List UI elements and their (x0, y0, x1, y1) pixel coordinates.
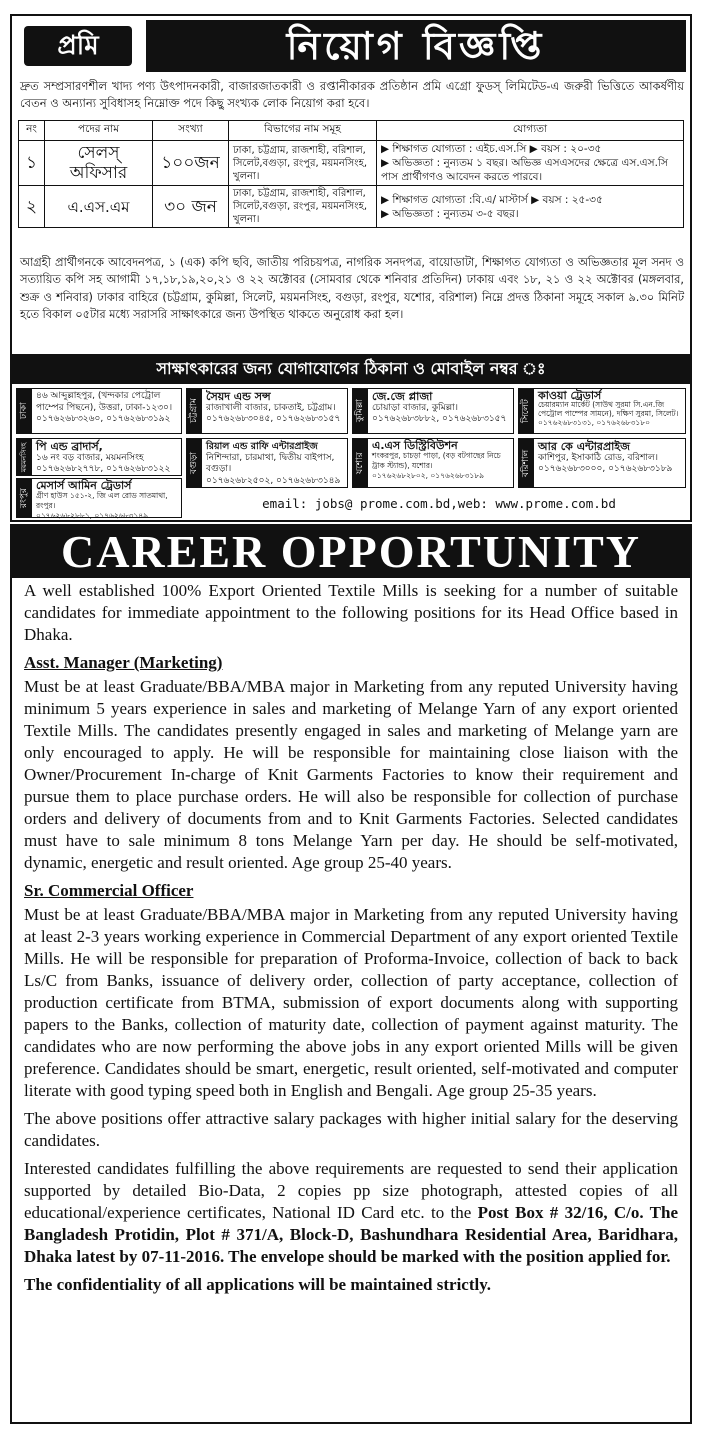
table-row (19, 141, 684, 186)
contact-box-barishal (518, 438, 686, 488)
contact-name: জে.জে প্লাজা (372, 390, 433, 403)
career-body (24, 580, 678, 1302)
contact-phone: ০১৭৬২৬৮২৫০২, ০১৭৬২৬৮৩১৪৯ (206, 475, 341, 486)
contact-bar: সাক্ষাৎকারের জন্য যোগাযোগের ঠিকানা ও মোবাইল নম্বর ঃ (12, 354, 690, 384)
contact-city: বগুড়া (187, 439, 202, 487)
position-title-asst-manager: Asst. Manager (Marketing) (24, 653, 223, 672)
contact-phone: ০১৭৬২৬৮৩০৪৫, ০১৭৬২৬৮৩১৫৭ (206, 414, 341, 424)
position-description-commercial-officer: Must be at least Graduate/BBA/MBA major in Marketing from any reputed University having at least 2-3 years working experience in Commercial Department of any export oriented Textile Mills. He will be responsible for preparation of Proforma-Invoice, collection of back to back Ls/C from Banks, issuance of delivery order, collection of party acceptance, collection of production certificate from BTMA, submission of export documents along with supporting papers to the Banks, collection of maturity date, collection of payment against maturity. The candidates who are now performing the above jobs in any export oriented Mills will be given preference. Candidates should be smart, energetic, result oriented, self-motivated and computer literate with good typing speed both in English and Bengali. Age group 25-35 years. (24, 905, 678, 1100)
row-no: ২ (19, 186, 45, 228)
row-post: সেলস্ অফিসার (45, 141, 153, 186)
career-title: CAREER OPPORTUNITY (12, 526, 690, 578)
row-qualification (377, 186, 684, 228)
application-text: Interested candidates fulfilling the above requirements are requested to send their application supported by detailed Bio-Data, 2 copies pp size photograph, attested copies of all educational/experience certificates, National ID Card etc. to the (24, 1159, 678, 1222)
application-address: Post Box # 32/16, C/o. The Bangladesh Protidin, Plot # 371/A, Block-D, Bashundhara Residential Area, Baridhara, Dhaka latest by 07-11-2016. The envelope should be marked with the position applied for. (24, 1203, 678, 1266)
contact-box-sylhet (518, 388, 686, 434)
apply-instructions: আগ্রহী প্রার্থীগনকে আবেদনপত্র, ১ (এক) কপি ছবি, জাতীয় পরিচয়পত্র, নাগরিক সনদপত্র, বায়োডাটা, শিক্ষাগত যোগ্যতা ও অভিজ্ঞতার মূল সনদ ও সত্যায়িত কপি সহ আগামী ১৭,১৮,১৯,২০,২১ ও ২২ অক্টোবর (সোমবার থেকে শনিবার প্রতিদিন) ঢাকায় এবং ১৮, ২১ ও ২২ অক্টোবর (মঙ্গলবার, শুক্র ও শনিবার) ঢাকার বাহিরে (চট্টগ্রাম, কুমিল্লা, সিলেট, ময়মনসিংহ, বগুড়া, রংপুর, যশোর, বরিশাল) নিম্নে প্রদত্ত ঠিকানা সমূহে সকাল ৯.৩০ মিনিট হতে বিকাল ০৫টার মধ্যে সরাসরি সাক্ষাৎকারে জন্য উপস্থিত থাকতে অনুরোধ করা হল। (20, 256, 684, 322)
contact-city: ঢাকা (17, 389, 32, 433)
contact-city: চট্টগ্রাম (187, 389, 202, 433)
contact-box-rangpur (16, 478, 182, 518)
position-description-asst-manager: Must be at least Graduate/BBA/MBA major in Marketing from any reputed University having minimum 5 years experience in sales and marketing of Melange Yarn of any export oriented Textile Mills. The candidates presently engaged in sales and marketing of Melange yarn are only encouraged to apply. He will be responsible for maintaining close liaison with the Owner/Procurement In-charge of Knit Garments Factories to know their requirement and pursue them to place purchase orders. He will also be responsible for collection of purchase orders and delivery of documents from and to Knit Garments Factories. Selected candidates must have to sale minimum 8 tons Melange Yarn per day. He should be self-motivated, dynamic, energetic and result oriented. Age group 25-40 years. (24, 677, 678, 872)
contact-box-cumilla (352, 388, 514, 434)
contact-address: নিশিন্দারা, চারমাথা, দ্বিতীয় বাইপাস, বগুড়া। (206, 452, 335, 474)
contact-box-bogura (186, 438, 348, 488)
qual-line-2: ▶ অভিজ্ঞতা : নুন্যতম ১ বছর। অভিজ্ঞ এসএসদের ক্ষেত্রে এস.এস.সি পাস প্রার্থীগণও আবেদন করতে পারবে। (381, 157, 668, 183)
table-row (19, 186, 684, 228)
ad-intro: দ্রুত সম্প্রসারণশীল খাদ্য পণ্য উৎপাদনকারী, বাজারজাতকারী ও রপ্তানীকারক প্রতিষ্ঠান প্রমি এগ্রো ফুডস্ লিমিটেড-এ জরুরী ভিত্তিতে আকর্ষণীয় বেতন ও অন্যান্য সুবিধাসহ নিম্নোক্ত পদে কিছু সংখ্যক লোক নিয়োগ করা হবে। (20, 79, 684, 110)
contact-box-dhaka (16, 388, 182, 434)
row-count: ১০০জন (153, 141, 229, 186)
position-title-commercial-officer: Sr. Commercial Officer (24, 881, 194, 900)
contact-phone: ০১৭৬২৬৮২৮০২, ০১৭৬২৬৮৩১৮৯ (372, 471, 484, 480)
contact-address: শংকরপুর, চাচড়া পাড়া, (বড় বটগাছের নিচে ট্রাক স্ট্যান্ড), যশোর। (372, 451, 501, 470)
contact-phone: ০১৭৬২৬৮২৮৮১, ০১৭৬২৬৮৩১৪৯ (36, 511, 148, 520)
contact-city: বরিশাল (519, 439, 534, 487)
contact-city: কুমিল্লা (353, 389, 368, 433)
row-no: ১ (19, 141, 45, 186)
contact-phone: ০১৭৬২৬৮৩৮৮২, ০১৭৬২৬৮৩১৫৭ (372, 414, 507, 424)
contact-name: মেসার্স আমিন ট্রেডার্স (36, 479, 132, 492)
row-divisions: ঢাকা, চট্টগ্রাম, রাজশাহী, বরিশাল, সিলেট,বগুড়া, রংপুর, ময়মনসিংহ, খুলনা। (229, 141, 377, 186)
col-count: সংখ্যা (153, 121, 229, 141)
contact-phone: ০১৭৬২৬৮৩২৬০, ০১৭৬২৬৮৩১৯২ (36, 414, 171, 424)
contact-address: রাজাখালী বাজার, চাকতাই, চট্টগ্রাম। (206, 402, 336, 413)
contact-box-chattogram (186, 388, 348, 434)
contact-city: যশোর (353, 439, 368, 487)
row-count: ৩০ জন (153, 186, 229, 228)
email-web-line: email: jobs@ prome.com.bd,web: www.prome.com.bd (262, 496, 616, 511)
ad-title: নিয়োগ বিজ্ঞপ্তি (146, 20, 686, 72)
row-qualification (377, 141, 684, 186)
contact-name: ৪৬ আব্দুল্লাহপুর, (খন্দকার পেট্রোল পাম্পের পিছনে), উত্তরা, ঢাকা-১২৩০। (36, 391, 173, 413)
contact-address: ১৬ নং বড় বাজার, ময়মনসিংহ (36, 452, 144, 463)
jobs-table (18, 120, 684, 228)
contact-phone: ০১৭৬২৬৮৩১৩১, ০১৭৬২৬৮৩১৮০ (538, 418, 650, 427)
contact-phone: ০১৭৬২৬৮৩০০০, ০১৭৬২৬৮৩১৮৯ (538, 464, 673, 474)
contact-name: সৈয়দ এন্ড সন্স (206, 390, 271, 403)
application-instructions (24, 1158, 678, 1268)
prome-recruitment-ad (10, 14, 692, 522)
contact-phone: ০১৭৬২৬৮২৭৭৮, ০১৭৬২৬৮৩১২২ (36, 464, 171, 474)
career-opportunity-ad (10, 524, 692, 1424)
career-intro: A well established 100% Export Oriented Textile Mills is seeking for a number of suitable candidates for immediate appointment to the following positions for its Head Office based in Dhaka. (24, 581, 678, 644)
ad-header (12, 16, 690, 76)
contact-city: রংপুর (17, 479, 32, 517)
contact-address: কাশিপুর, ইসাকাঠি রোড, বরিশাল। (538, 452, 658, 463)
confidentiality-note: The confidentiality of all applications will be maintained strictly. (24, 1275, 492, 1294)
prome-logo: প্রমি (24, 26, 132, 66)
contact-box-jashore (352, 438, 514, 488)
contact-name: কাওয়া ট্রেডার্স (538, 389, 602, 402)
contact-address: চোয়াড়া বাজার, কুমিল্লা। (372, 402, 458, 413)
qual-line: ▶ শিক্ষাগত যোগ্যতা : এইচ.এস.সি ▶ বয়স : ২০-৩৫ (381, 143, 602, 155)
qual-line: ▶ শিক্ষাগত যোগ্যতা :বি.এ/ মাস্টার্স ▶ বয়স : ২৫-৩৫ (381, 193, 603, 206)
contact-name: এ.এস ডিস্ট্রিবিউশন (372, 439, 458, 452)
contact-name: আর কে এন্টারপ্রাইজ (538, 440, 630, 453)
contact-name: রিয়াল এন্ড রাফি এন্টারপ্রাইজ (206, 441, 318, 452)
col-no: নং (19, 121, 45, 141)
contact-address: গ্রীণ হাউস ১৫১-২, জি এল রোড সাতমাথা, রংপুর। (36, 491, 168, 510)
contact-city: সিলেট (519, 389, 534, 433)
contact-box-mymensingh (16, 438, 182, 476)
table-header-row (19, 121, 684, 141)
row-divisions: ঢাকা, চট্টগ্রাম, রাজশাহী, বরিশাল, সিলেট,বগুড়া, রংপুর, ময়মনসিংহ, খুলনা। (229, 186, 377, 228)
col-divisions: বিভাগের নাম সমূহ (229, 121, 377, 141)
col-post: পদের নাম (45, 121, 153, 141)
contact-address: চেয়ারম্যান মার্কেট (সাউথ সুরমা সি.এন.জি পেট্রোল পাম্পের সামনে), দক্ষিণ সুরমা, সিলেট। (538, 400, 679, 418)
row-post: এ.এস.এম (45, 186, 153, 228)
col-qualification: যোগ্যতা (377, 121, 684, 141)
salary-note: The above positions offer attractive salary packages with higher initial salary for the deserving candidates. (24, 1109, 678, 1150)
contact-city: ময়মনসিংহ (17, 439, 32, 475)
qual-line-2: ▶ অভিজ্ঞতা : নুন্যতম ৩-৫ বছর। (381, 207, 519, 220)
contact-name: পি এন্ড ব্রাদার্স, (36, 440, 103, 453)
